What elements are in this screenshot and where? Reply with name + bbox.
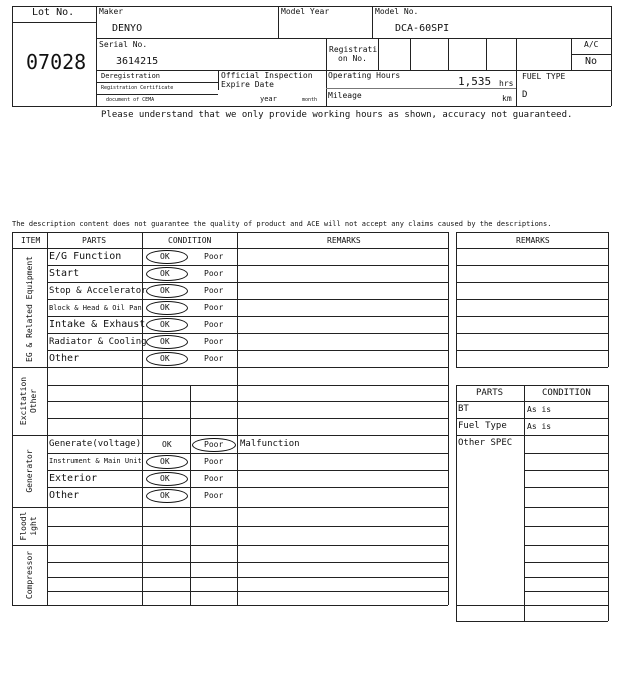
- poor-option[interactable]: Poor: [204, 440, 224, 449]
- ok-option[interactable]: OK: [160, 457, 170, 466]
- month-label: month: [302, 97, 318, 103]
- poor-option[interactable]: Poor: [204, 457, 224, 466]
- spec-part: Fuel Type: [458, 421, 507, 431]
- part-label: Stop & Accelerator: [49, 286, 147, 296]
- poor-option[interactable]: Poor: [204, 303, 224, 312]
- part-label: Other: [49, 353, 80, 364]
- spec-condition: As is: [527, 405, 552, 414]
- condition-header: CONDITION: [168, 236, 212, 245]
- registration-label-2: on No.: [338, 54, 367, 63]
- poor-option[interactable]: Poor: [204, 269, 224, 278]
- section-eg-label: EG & Related Equipment: [25, 256, 34, 362]
- part-label: E/G Function: [49, 251, 122, 262]
- item-header: ITEM: [21, 236, 41, 245]
- poor-option[interactable]: Poor: [204, 252, 224, 261]
- remark-text: Malfunction: [240, 439, 300, 449]
- spec-condition-header: CONDITION: [542, 388, 591, 398]
- poor-option[interactable]: Poor: [204, 491, 224, 500]
- ok-option[interactable]: OK: [160, 303, 170, 312]
- section-generator-label: Generator: [25, 449, 34, 493]
- ac-label: A/C: [584, 40, 599, 49]
- document-label: document of CEMA: [106, 97, 155, 103]
- ok-option[interactable]: OK: [162, 440, 172, 449]
- part-label: Start: [49, 268, 80, 279]
- part-label: Other: [49, 490, 80, 501]
- part-label: Block & Head & Oil Pan: [49, 304, 142, 312]
- part-label: Radiator & Cooling: [49, 337, 147, 347]
- poor-option[interactable]: Poor: [204, 286, 224, 295]
- remarks-right-header: REMARKS: [516, 236, 550, 245]
- spec-part: BT: [458, 404, 469, 414]
- year-label: year: [260, 95, 277, 103]
- operating-hours-label: Operating Hours: [328, 71, 401, 80]
- model-no-value: DCA-60SPI: [395, 23, 450, 34]
- part-label: Generate(voltage): [49, 439, 142, 449]
- fuel-type-value: D: [522, 90, 528, 100]
- poor-option[interactable]: Poor: [204, 320, 224, 329]
- model-no-label: Model No.: [375, 7, 419, 16]
- hrs-unit: hrs: [499, 79, 514, 88]
- part-label: Exterior: [49, 473, 98, 484]
- ok-option[interactable]: OK: [160, 320, 170, 329]
- km-unit: km: [502, 94, 512, 103]
- section-excitation-label-2: Other: [29, 388, 38, 414]
- ok-option[interactable]: OK: [160, 491, 170, 500]
- part-label: Intake & Exhaust: [49, 319, 146, 330]
- operating-hours-value: 1,535: [458, 75, 492, 88]
- ok-option[interactable]: OK: [160, 252, 170, 261]
- maker-label: Maker: [99, 7, 124, 16]
- serial-value: 3614215: [116, 56, 159, 67]
- serial-label: Serial No.: [99, 40, 148, 49]
- fuel-type-label: FUEL TYPE: [522, 72, 566, 81]
- spec-part: Other SPEC: [458, 438, 513, 448]
- ac-value: No: [585, 56, 598, 67]
- disclaimer: The description content does not guarantee the quality of product and ACE will not accept any claims caused by the descriptions.: [12, 220, 552, 228]
- ok-option[interactable]: OK: [160, 269, 170, 278]
- registration-label-1: Registrati: [329, 45, 378, 54]
- spec-condition: As is: [527, 422, 552, 431]
- poor-option[interactable]: Poor: [204, 354, 224, 363]
- parts-header: PARTS: [82, 236, 107, 245]
- model-year-label: Model Year: [281, 7, 330, 16]
- lot-number: 07028: [26, 50, 87, 74]
- section-excitation-label-1: Excitation: [19, 376, 28, 426]
- maker-value: DENYO: [112, 23, 143, 34]
- ok-option[interactable]: OK: [160, 337, 170, 346]
- section-floodlight-label-2: ight: [29, 516, 38, 536]
- registration-certificate-label: Registration Certificate: [101, 85, 174, 91]
- remarks-header: REMARKS: [327, 236, 361, 245]
- ok-option[interactable]: OK: [160, 354, 170, 363]
- spec-parts-header: PARTS: [476, 388, 504, 398]
- expire-date-label: Expire Date: [221, 80, 274, 89]
- section-compressor-label: Compressor: [25, 550, 34, 600]
- part-label: Instrument & Main Unit: [49, 457, 142, 465]
- deregistration-label: Deregistration: [101, 72, 161, 80]
- poor-option[interactable]: Poor: [204, 337, 224, 346]
- mileage-label: Mileage: [328, 91, 362, 100]
- hours-notice: Please understand that we only provide working hours as shown, accuracy not guaranteed.: [101, 110, 573, 120]
- poor-option[interactable]: Poor: [204, 474, 224, 483]
- lot-label: Lot No.: [32, 7, 75, 18]
- official-inspection-label: Official Inspection: [221, 71, 313, 80]
- ok-option[interactable]: OK: [160, 474, 170, 483]
- section-floodlight-label-1: Floodl: [19, 511, 28, 541]
- ok-option[interactable]: OK: [160, 286, 170, 295]
